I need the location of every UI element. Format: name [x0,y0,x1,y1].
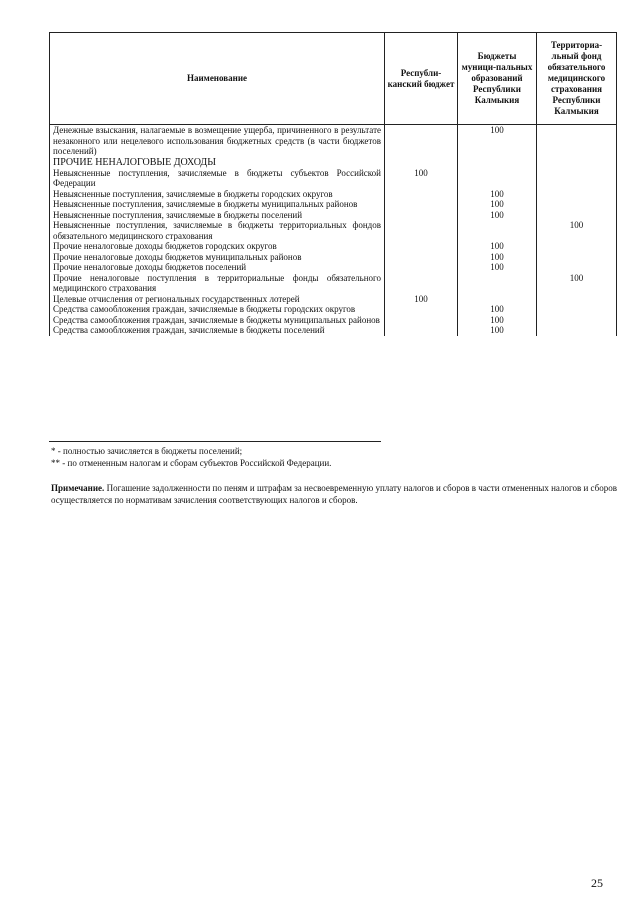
revenue-distribution-table [49,32,617,336]
table-row [50,199,617,210]
row-municipal-value [458,273,537,294]
row-name: Невыясненные поступления, зачисляемые в бюджеты городских округов [50,189,385,200]
row-fund-value [537,157,617,168]
footnote-2: ** - по отмененным налогам и сборам субъектов Российской Федерации. [51,458,332,468]
row-fund-value: 100 [537,220,617,241]
row-name: Невыясненные поступления, зачисляемые в бюджеты поселений [50,210,385,221]
row-name: ПРОЧИЕ НЕНАЛОГОВЫЕ ДОХОДЫ [50,157,385,168]
row-republic-value [385,304,458,315]
row-republic-value [385,157,458,168]
row-name: Невыясненные поступления, зачисляемые в бюджеты муниципальных районов [50,199,385,210]
row-municipal-value: 100 [458,262,537,273]
table-body [50,125,617,336]
row-name: Средства самообложения граждан, зачисляемые в бюджеты поселений [50,325,385,336]
note-label: Примечание. [51,483,105,493]
header-republic-budget: Республи-канский бюджет [385,33,458,125]
row-republic-value [385,189,458,200]
row-republic-value [385,325,458,336]
row-fund-value: 100 [537,273,617,294]
table-row [50,241,617,252]
row-fund-value [537,294,617,305]
row-republic-value [385,262,458,273]
row-republic-value [385,252,458,263]
table-row [50,325,617,336]
row-municipal-value: 100 [458,189,537,200]
row-name: Целевые отчисления от региональных государственных лотерей [50,294,385,305]
table-row [50,125,617,157]
table-row [50,273,617,294]
row-republic-value [385,220,458,241]
row-municipal-value: 100 [458,325,537,336]
row-municipal-value [458,157,537,168]
table-row [50,252,617,263]
row-municipal-value: 100 [458,304,537,315]
table-row [50,315,617,326]
row-name: Денежные взыскания, налагаемые в возмещение ущерба, причиненного в результате незаконного или нецелевого использования бюджетных средств (в части бюджетов поселений) [50,125,385,157]
footnote-1: * - полностью зачисляется в бюджеты поселений; [51,446,243,456]
row-name: Прочие неналоговые доходы бюджетов поселений [50,262,385,273]
table-row [50,262,617,273]
table-row [50,294,617,305]
table-header-row [50,33,617,125]
row-republic-value [385,199,458,210]
row-name: Прочие неналоговые доходы бюджетов городских округов [50,241,385,252]
row-republic-value: 100 [385,168,458,189]
table-row [50,168,617,189]
row-municipal-value: 100 [458,252,537,263]
header-name: Наименование [50,33,385,125]
row-fund-value [537,189,617,200]
row-republic-value: 100 [385,294,458,305]
note-paragraph [51,482,617,506]
row-fund-value [537,210,617,221]
row-republic-value [385,125,458,157]
page-number: 25 [591,876,603,890]
table-row [50,210,617,221]
row-fund-value [537,252,617,263]
footnote-separator [49,441,381,442]
row-municipal-value: 100 [458,241,537,252]
row-fund-value [537,304,617,315]
row-republic-value [385,210,458,221]
row-fund-value [537,125,617,157]
table-row [50,189,617,200]
row-municipal-value: 100 [458,125,537,157]
table-row [50,304,617,315]
row-name: Средства самообложения граждан, зачисляемые в бюджеты муниципальных районов [50,315,385,326]
row-fund-value [537,241,617,252]
row-municipal-value: 100 [458,315,537,326]
note-text: Погашение задолженности по пеням и штрафам за несвоевременную уплату налогов и сборов в части отмененных налогов и сборов осуществляется по нормативам зачисления соответствующих налогов и сборов. [51,483,617,505]
row-republic-value [385,273,458,294]
row-fund-value [537,262,617,273]
row-municipal-value: 100 [458,199,537,210]
row-name: Невыясненные поступления, зачисляемые в бюджеты субъектов Российской Федерации [50,168,385,189]
row-name: Средства самообложения граждан, зачисляемые в бюджеты городских округов [50,304,385,315]
row-municipal-value [458,220,537,241]
row-fund-value [537,168,617,189]
row-name: Прочие неналоговые поступления в территориальные фонды обязательного медицинского страхования [50,273,385,294]
table-section-row [50,157,617,168]
row-fund-value [537,325,617,336]
row-municipal-value [458,168,537,189]
header-medical-insurance-fund: Территориа-льный фонд обязательного медицинского страхования Республики Калмыкия [537,33,617,125]
row-municipal-value [458,294,537,305]
row-name: Прочие неналоговые доходы бюджетов муниципальных районов [50,252,385,263]
row-fund-value [537,199,617,210]
row-name: Невыясненные поступления, зачисляемые в бюджеты территориальных фондов обязательного медицинского страхования [50,220,385,241]
row-fund-value [537,315,617,326]
header-municipal-budgets: Бюджеты муници-пальных образований Республики Калмыкия [458,33,537,125]
row-republic-value [385,315,458,326]
table-row [50,220,617,241]
row-municipal-value: 100 [458,210,537,221]
row-republic-value [385,241,458,252]
